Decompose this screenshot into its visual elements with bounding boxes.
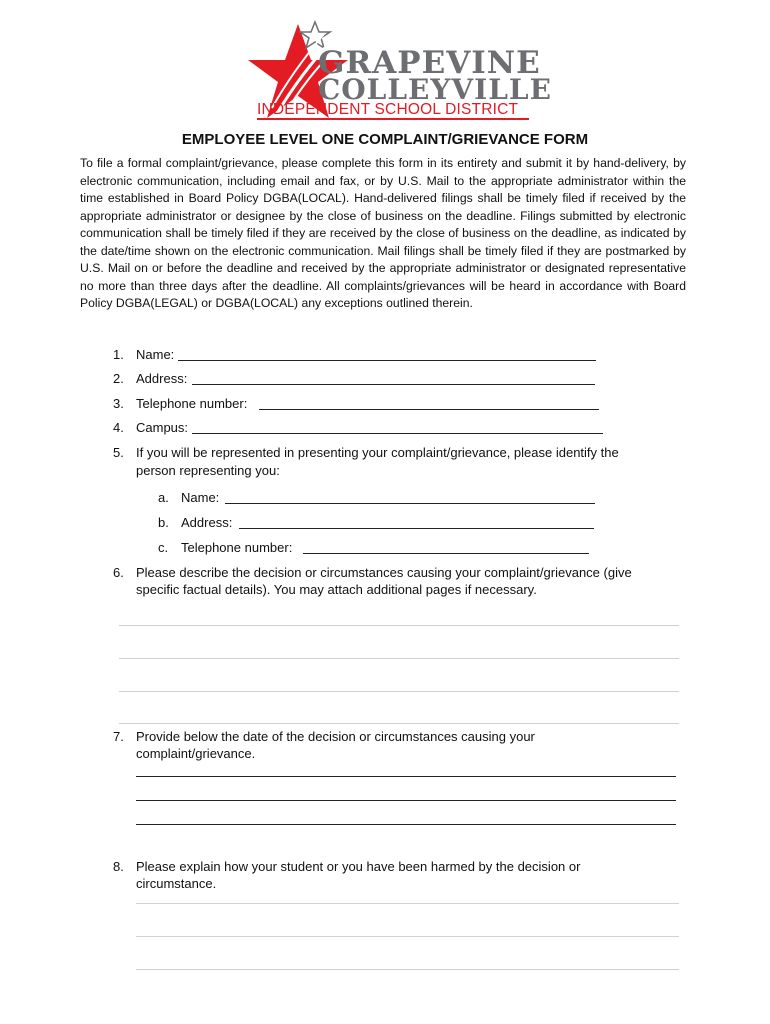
campus-label: Campus: (136, 420, 189, 435)
form-title: EMPLOYEE LEVEL ONE COMPLAINT/GRIEVANCE FORM (181, 131, 589, 148)
rep-phone-field[interactable] (303, 553, 589, 554)
instructions-paragraph: To file a formal complaint/grievance, please complete this form in its entirety and submit it by hand-delivery, by electronic communication, including email and fax, or by U.S. Mail to the appropriate administrator within the time established in Board Policy DGBA(LOCAL). Hand-delivered filings shall be timely filed if received by the appropriate administrator or designee by the close of business on the deadline. Filings submitted by electronic communication shall be timely filed if they are received by the close of business on the deadline, as indicated by the date/time shown on the electronic communication. Mail filings shall be timely filed if they are postmarked by U.S. Mail on or before the deadline and received by the appropriate administrator or designated representative no more than three days after the deadline. All complaints/grievances will be heard in accordance with Board Policy DGBA(LEGAL) or DGBA(LOCAL) any exceptions outlined therein. (80, 156, 686, 310)
phone-label: Telephone number: (136, 396, 248, 411)
address-field[interactable] (192, 384, 595, 385)
item-number: 6. (113, 565, 124, 580)
logo-grapevine: GRAPEVINE (318, 45, 541, 81)
item-number: 4. (113, 420, 124, 435)
sub-item-letter: c. (158, 540, 169, 555)
answer-line[interactable] (136, 776, 676, 777)
rep-address-label: Address: (181, 515, 233, 530)
answer-line[interactable] (136, 824, 676, 825)
rep-address-field[interactable] (239, 528, 594, 529)
rep-phone-label: Telephone number: (181, 540, 293, 555)
answer-line[interactable] (136, 969, 679, 970)
item-number: 8. (113, 859, 124, 874)
answer-line[interactable] (136, 903, 679, 904)
q8-text: Please explain how your student or you have been harmed by the decision or (136, 859, 581, 874)
campus-field[interactable] (192, 433, 603, 434)
q7-text: Provide below the date of the decision or circumstances causing your (136, 729, 535, 744)
representation-question: If you will be represented in presenting your complaint/grievance, please identify the (136, 445, 619, 460)
q7-text-cont: complaint/grievance. (136, 746, 256, 761)
q8-text-cont: circumstance. (136, 876, 217, 891)
q6-text: Please describe the decision or circumstances causing your complaint/grievance (give (136, 565, 632, 580)
q6-text-cont: specific factual details). You may attach additional pages if necessary. (136, 582, 537, 597)
answer-line[interactable] (119, 625, 679, 626)
logo-district: INDEPENDENT SCHOOL DISTRICT (257, 101, 519, 118)
rep-name-label: Name: (181, 490, 220, 505)
address-label: Address: (136, 371, 188, 386)
answer-line[interactable] (136, 936, 679, 937)
representation-question-cont: person representing you: (136, 463, 280, 478)
name-field[interactable] (178, 360, 596, 361)
item-number: 1. (113, 347, 124, 362)
sub-item-letter: b. (158, 515, 169, 530)
answer-line[interactable] (119, 691, 679, 692)
answer-line[interactable] (136, 800, 676, 801)
item-number: 3. (113, 396, 124, 411)
phone-field[interactable] (259, 409, 599, 410)
district-logo (240, 20, 552, 120)
answer-line[interactable] (119, 658, 679, 659)
logo-colleyville: COLLEYVILLE (318, 73, 552, 106)
logo-underline (257, 118, 529, 120)
rep-name-field[interactable] (225, 503, 595, 504)
item-number: 5. (113, 445, 124, 460)
answer-line[interactable] (119, 723, 679, 724)
sub-item-letter: a. (158, 490, 169, 505)
item-number: 2. (113, 371, 124, 386)
item-number: 7. (113, 729, 124, 744)
name-label: Name: (136, 347, 175, 362)
